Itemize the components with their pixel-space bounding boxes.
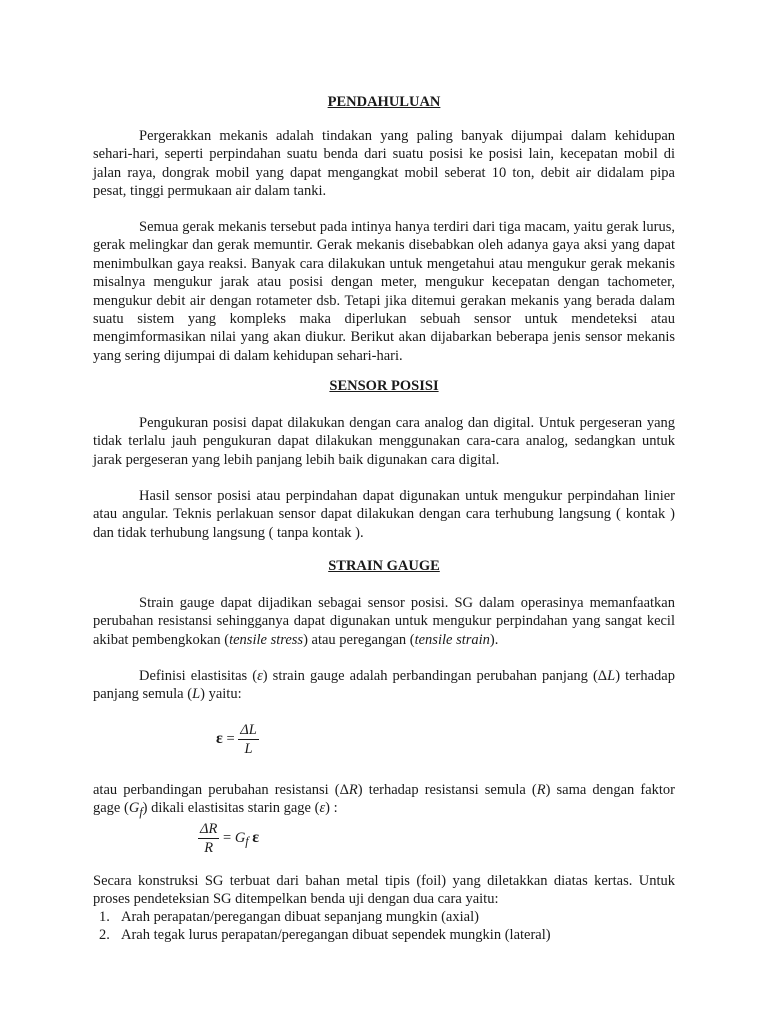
- list-item: 1. Arah perapatan/peregangan dibuat sepanjang mungkin (axial): [99, 909, 479, 925]
- equation-elasticity: ε = $\frac{\Delta L}{L}$: [216, 722, 257, 757]
- heading-pendahuluan: PENDAHULUAN: [327, 94, 441, 110]
- paragraph-pendahuluan-1: Pergerakkan mekanis adalah tindakan yang paling banyak dijumpai dalam kehidupan sehari-hari, seperti perpindahan suatu benda dari suatu posisi ke posisi lain, kecepatan mobil di jalan raya, dongrak mobil yang dapat mengangkat mobil seberat 10 ton, debit air didalam pipa pesat, tinggi permukaan air dalam tanki.: [93, 128, 675, 200]
- equation-gage-factor: $\frac{\Delta R}{R}$ = $G_f$ ε: [200, 821, 260, 856]
- mounting-methods-list: [93, 908, 675, 945]
- heading-strain-gauge: STRAIN GAUGE: [328, 558, 440, 574]
- paragraph-sensor-posisi-1: Pengukuran posisi dapat dilakukan dengan cara analog dan digital. Untuk pergeseran yang tidak terlalu jauh pengukuran dapat dilakukan menggunakan cara-cara analog, sedangkan untuk jarak pergeseran yang lebih panjang lebih baik digunakan cara digital.: [93, 415, 675, 468]
- paragraph-strain-gauge-3: atau perbandingan perubahan resistansi (ΔR) terhadap resistansi semula (R) sama dengan faktor gage $(G_f)$ dikali elastisitas starin gage (ε) :: [93, 782, 675, 820]
- paragraph-sensor-posisi-2: Hasil sensor posisi atau perpindahan dapat digunakan untuk mengukur perpindahan linier atau angular. Teknis perlakuan sensor dapat dilakukan dengan cara terhubung langsung ( kontak ) dan tidak terhubung langsung ( tanpa kontak ).: [93, 488, 675, 541]
- list-item: 2. Arah tegak lurus perapatan/peregangan dibuat sependek mungkin (lateral): [99, 927, 551, 944]
- paragraph-strain-gauge-1: Strain gauge dapat dijadikan sebagai sensor posisi. SG dalam operasinya memanfaatkan perubahan resistansi sehingganya dapat digunakan untuk mengukur perpindahan yang sangat kecil akibat pembengkokan (tensile stress) atau peregangan (tensile strain).: [93, 595, 675, 648]
- paragraph-pendahuluan-2: Semua gerak mekanis tersebut pada intinya hanya terdiri dari tiga macam, yaitu gerak lurus, gerak melingkar dan gerak memuntir. Gerak mekanis disebabkan oleh adanya gaya aksi yang dapat menimbulkan gaya reaksi. Banyak cara dilakukan untuk mengetahui atau mengukur gerak mekanis misalnya mengukur jarak atau posisi dengan meter, mengukur kecepatan dengan tachometer, mengukur debit air dengan rotameter dsb. Tetapi jika ditemui gerakan mekanis yang berada dalam suatu sistem yang kompleks maka diperlukan sebuah sensor untuk mendeteksi atau mengimformasikan nilai yang akan diukur. Berikut akan dijabarkan beberapa jenis sensor mekanis yang sering dijumpai di dalam kehidupan sehari-hari.: [93, 219, 675, 364]
- heading-sensor-posisi: SENSOR POSISI: [329, 378, 439, 394]
- paragraph-strain-gauge-4: Secara konstruksi SG terbuat dari bahan metal tipis (foil) yang diletakkan diatas kertas. Untuk proses pendeteksian SG ditempelkan benda uji dengan dua cara yaitu:: [93, 873, 675, 908]
- paragraph-strain-gauge-2: Definisi elastisitas (ε) strain gauge adalah perbandingan perubahan panjang (ΔL) terhadap panjang semula (L) yaitu:: [93, 668, 675, 703]
